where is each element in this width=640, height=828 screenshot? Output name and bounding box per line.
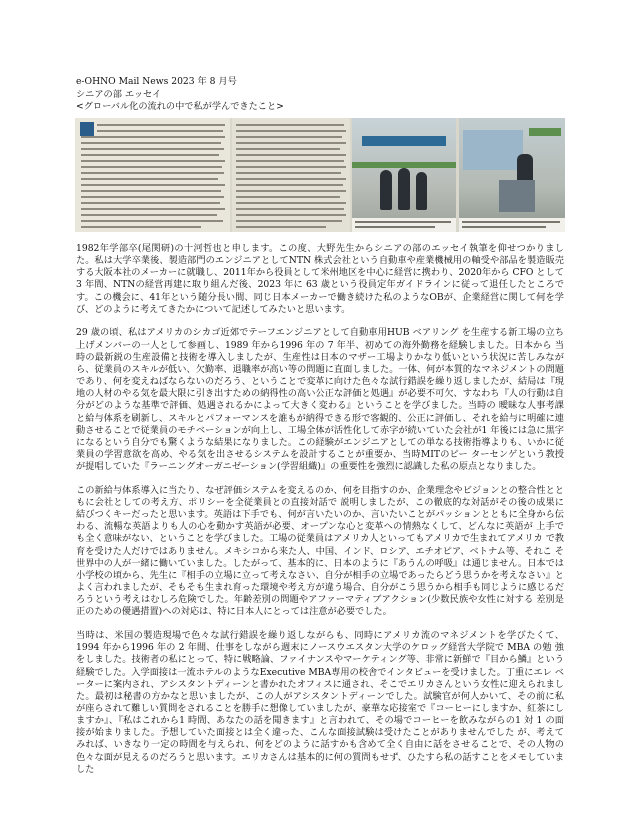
photo-caption-left <box>352 218 456 232</box>
clipping-article-column-2 <box>232 118 350 232</box>
newspaper-clipping-image <box>75 118 565 232</box>
paragraph-1: 1982年学部卒(尾関研)の十河哲也と申します。この度、大野先生からシニアの部のエッセイ執筆を仰せつかりました。私は大学卒業後、製造部門のエンジニアとしてNTN 株式会社という自動車や産業機械用の軸受や部品を製造販売する大阪本社のメーカーに就職し、2011年から役員として米州地区を中心に経営に携わり、2020年から CFO として 3 年間、NTNの経営再建に取り組んだ後、2023 年に 63 歳という役員定年ガイドラインに従って退任したところです。この機会に、41年という随分長い間、同じ日本メーカーで働き続けた私のようなOBが、企業経営に関して何を学び、どのように考えてきたかについて記述してみたいと思います。 <box>76 243 564 315</box>
paragraph-4: 当時は、米国の製造現場で色々な試行錯誤を繰り返しながらも、同時にアメリカ流のマネジメントを学びたくて、1994 年から1996 年の 2 年間、仕事をしながら週末にノースウエスタン大学のケロッグ経営大学院で MBA の勉 強をしました。技術者の私にとって、特に戦略論、ファイナンスやマーケティング等、非常に新鮮で『目から鱗』という 経験でした。入学面接は一流ホテルのようなExecutive MBA専用の校舎でインタビューを受けました。丁重にエレ ベーターに案内され、アシスタントディーンと書かれたオフィスに通され、そこでエリカさんという女性に迎えられました。最初は秘書の方かなと思いましたが、この人がアシスタントディーンでした。試験官が何人かいて、その前に私 が座らされて難しい質問をされることを勝手に想像していましたが、豪華な応接室で『コーヒーにしますか、紅茶にし ますか』、『私はこれから1 時間、あなたの話を聞きます』と言われて、その場でコーヒーを飲みながらの1 対 1 の面接が始まりました。予想していた面接とは全く違った、こんな面接試験は受けたことがありませんでした が、考えてみれば、いきなり一定の時間を与えられ、何をどのように話すかも含めて全く自由に話をさせることで、その人物の色々な面が見えるのだろうと思います。エリカさんは基本的に何の質問もせず、ひたすら私の話すことをメモしていました <box>76 630 564 775</box>
section-title: シニアの部 エッセイ <box>76 88 162 100</box>
essay-body <box>76 243 564 776</box>
paragraph-3: この新給与体系導入に当たり、なぜ評価システムを変えるのか、何を目指すのか、企業理念やビジョンとの整合性とともに会社としての考え方、ポリシーを全従業員との直接対話で 説明しましたが、この徹底的な対話がその後の成果に結びつくキーだったと思います。英語は下手でも、何が言いたいのか、言いたいことがパッションとともに全身から伝わる、流暢な英語よりも人の心を動かす英語が必要、オープンな心と変革への情熱なくして、どんなに英語が 上手でも全く意味がない、ということを学びました。工場の従業員はアメリカ人といってもアメリカで生まれてアメリカ で教育を受けた人だけではありません。メキシコから来た人、中国、インド、ロシア、エチオピア、ベトナム等、それこ そ世界中の人が一緒に働いていました。したがって、基本的に、日本のように『あうんの呼吸』は通じません。日本では小学校の頃から、先生に『相手の立場に立って考えなさい、自分が相手の立場であったらどう思うかを考えなさい』とよく言われましたが、そもそも生まれ育った環境や考え方が違う場合、自分がこう思うから相手も同じように感じるだろうという考えはむしろ危険でした。年齢差別の問題やアファーマティブアクション(少数民族や女性に対する 差別是正のための優遇措置)への対応は、特に日本人にとっては注意が必要でした。 <box>76 484 564 618</box>
photo-caption-right <box>459 218 565 232</box>
speaker-at-podium-photo <box>459 118 565 232</box>
paragraph-2: 29 歳の頃、私はアメリカのシカゴ近郊でテーフエンジニアとして自動車用HUB ベアリング を生産する新工場の立ち上げメンバーの一人として参画し、1989 年から1996 年の 7 年半、初めての海外勤務を経験しました。日本から 当時の最新鋭の生産設備と技術を導入しましたが、生産性は日本のマザー工場よりかなり低いという状況に苦しみながら、従業員のスキルが低い、欠勤率、退職率が高い等の問題に直面しました。一体、何が本質的なマネジメントの問題であり、何を変えねばならないのだろう、ということで変革に向けた色々な試行錯誤を繰り返しましたが、結局は『現地の人材のやる気を最大限に引き出すための納得性の高い公正な評価と処遇』が必要不可欠、すなわち『人の行動は自分がどのような基準で評価、処遇されるかによって大きく変わる』ということを学びました。当時の 曖昧な人事考課と給与体系を刷新し、スキルとパフォーマンスを誰もが納得できる形で客観的、公正に評価し、それを給与に明確に連動させることで従業員のモチベーションが向上し、工場全体が活性化して赤字が続いていた会社が1 年後には急に黒字になるという自分でも驚くような結果になりました。この経験がエンジニアとしての単なる技術指導よりも、いかに従業員の学習意欲を高め、やる気を出させるシステムを設計することが重要か、当時MITのピー ターセンゲという教授が提唱していた『ラーニングオーガニゼーション(学習組織)』の重要性を強烈に認識した私の原点となりました。 <box>76 327 564 473</box>
essay-title: <グローバル化の流れの中で私が学んできたこと> <box>76 101 284 112</box>
newsletter-issue: e-OHNO Mail News 2023 年 8 月号 <box>76 76 237 87</box>
plant-ceremony-photo <box>352 118 456 232</box>
clipping-article-column-1 <box>75 118 230 232</box>
newsletter-header <box>76 76 576 114</box>
